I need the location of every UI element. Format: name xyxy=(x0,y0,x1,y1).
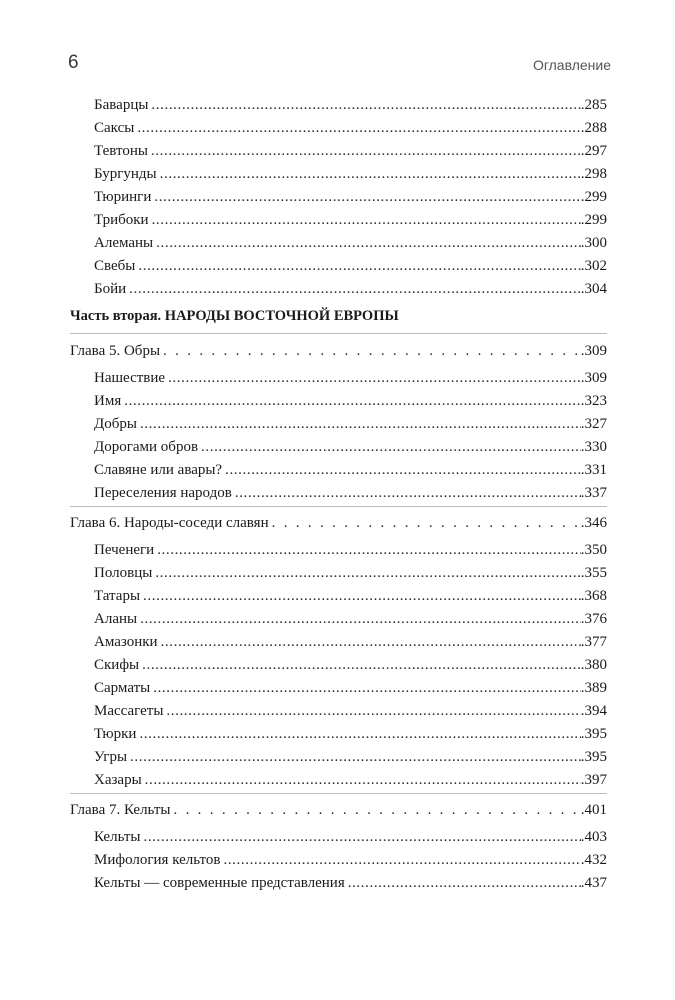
toc-entry-title: Трибоки xyxy=(94,212,149,228)
toc-entry-title: Дорогами обров xyxy=(94,439,199,455)
toc-entry-title: Тюринги xyxy=(94,189,152,205)
toc-entry-title: Амазонки xyxy=(94,634,158,650)
toc-entry-title: Баварцы xyxy=(94,97,149,113)
toc-entry-title: Славяне или авары? xyxy=(94,462,223,478)
toc-entry xyxy=(94,367,607,389)
toc-entry-page: .350 xyxy=(580,542,607,558)
dot-leader xyxy=(140,608,581,630)
toc-entry xyxy=(94,459,607,481)
toc-entry-page: .395 xyxy=(580,726,607,742)
divider xyxy=(70,793,607,794)
toc-entry-page: .337 xyxy=(580,485,607,501)
toc-entry-title: Кельты xyxy=(94,829,141,845)
toc-entry-page: .309 xyxy=(580,370,607,386)
toc-entry-title: Саксы xyxy=(94,120,135,136)
dot-leader xyxy=(168,367,581,389)
toc-chapter-page: .346 xyxy=(580,515,607,531)
toc-entry-teutons xyxy=(94,140,607,162)
dot-leader xyxy=(235,482,581,504)
dot-leader xyxy=(152,209,581,231)
dot-leader xyxy=(157,539,581,561)
toc-entry-title: Бойи xyxy=(94,281,127,297)
toc-entry-page: .331 xyxy=(580,462,607,478)
divider xyxy=(70,333,607,334)
toc-entry xyxy=(94,539,607,561)
toc-entry-page: .389 xyxy=(580,680,607,696)
dot-leader xyxy=(201,436,581,458)
toc-entry-page: .355 xyxy=(580,565,607,581)
toc-entry-page: .437 xyxy=(580,875,607,891)
toc-entry xyxy=(94,482,607,504)
toc-entry-title: Тюрки xyxy=(94,726,137,742)
dot-leader xyxy=(130,746,581,768)
dot-leader xyxy=(139,723,580,745)
toc-entry-page: .403 xyxy=(580,829,607,845)
toc-entry xyxy=(94,390,607,412)
toc-entry-page: .397 xyxy=(580,772,607,788)
toc-entry-page: .376 xyxy=(580,611,607,627)
toc-entry-title: Сарматы xyxy=(94,680,151,696)
dot-leader xyxy=(124,390,581,412)
toc-entry-title: Массагеты xyxy=(94,703,164,719)
toc-chapter-title: Глава 5. Обры xyxy=(70,343,161,359)
toc-chapter-page: .401 xyxy=(580,802,607,818)
toc-entry xyxy=(94,413,607,435)
toc-entry-page: .330 xyxy=(580,439,607,455)
toc-entry-title: Нашествие xyxy=(94,370,166,386)
toc-entry xyxy=(94,826,607,848)
toc-entry-title: Переселения народов xyxy=(94,485,232,501)
dot-leader xyxy=(223,849,580,871)
toc-entry-title: Скифы xyxy=(94,657,140,673)
toc-entry-suebi xyxy=(94,255,607,277)
toc-entry xyxy=(94,723,607,745)
dot-leader xyxy=(160,163,581,185)
toc-entry-title: Кельты — современные представления xyxy=(94,875,345,891)
toc-chapter-6 xyxy=(70,512,607,534)
dot-leader xyxy=(173,799,580,821)
toc-entry-title: Имя xyxy=(94,393,122,409)
toc-entry-page: .300 xyxy=(580,235,607,251)
toc-entry-page: .299 xyxy=(580,212,607,228)
dot-leader xyxy=(166,700,580,722)
dot-leader xyxy=(272,512,581,534)
toc-entry-page: .395 xyxy=(580,749,607,765)
toc-entry xyxy=(94,436,607,458)
toc-entry-page: .432 xyxy=(580,852,607,868)
toc-entry-page: .302 xyxy=(580,258,607,274)
toc-entry xyxy=(94,608,607,630)
dot-leader xyxy=(163,340,581,362)
part-heading: Часть вторая. НАРОДЫ ВОСТОЧНОЙ ЕВРОПЫ xyxy=(70,308,399,324)
toc-entry-page: .368 xyxy=(580,588,607,604)
dot-leader xyxy=(154,186,580,208)
toc-entry xyxy=(94,872,607,894)
dot-leader xyxy=(348,872,581,894)
toc-entry-page: .377 xyxy=(580,634,607,650)
dot-leader xyxy=(153,677,581,699)
toc-entry xyxy=(94,562,607,584)
toc-entry-title: Тевтоны xyxy=(94,143,148,159)
toc-entry xyxy=(94,700,607,722)
toc-entry-page: .394 xyxy=(580,703,607,719)
toc-entry xyxy=(94,654,607,676)
toc-entry xyxy=(94,746,607,768)
toc-entry-triboci xyxy=(94,209,607,231)
toc-chapter-page: .309 xyxy=(580,343,607,359)
toc-entry-page: .288 xyxy=(580,120,607,136)
toc-entry xyxy=(94,849,607,871)
dot-leader xyxy=(129,278,581,300)
toc-entry-alemanni xyxy=(94,232,607,254)
toc-entry-page: .298 xyxy=(580,166,607,182)
toc-entry-title: Угры xyxy=(94,749,128,765)
toc-entry-title: Печенеги xyxy=(94,542,155,558)
divider xyxy=(70,506,607,507)
toc-entry-page: .323 xyxy=(580,393,607,409)
toc-entry-thuringians xyxy=(94,186,607,208)
dot-leader xyxy=(156,232,581,254)
dot-leader xyxy=(142,654,581,676)
toc-entry-title: Половцы xyxy=(94,565,153,581)
dot-leader xyxy=(145,769,581,791)
toc-entry-title: Татары xyxy=(94,588,141,604)
dot-leader xyxy=(151,140,581,162)
toc-entry-page: .299 xyxy=(580,189,607,205)
toc-entry-title: Мифология кельтов xyxy=(94,852,221,868)
toc-entry-title: Свебы xyxy=(94,258,136,274)
toc-entry-saxons xyxy=(94,117,607,139)
dot-leader xyxy=(138,255,580,277)
running-head: Оглавление xyxy=(532,57,611,73)
toc-entry-page: .304 xyxy=(580,281,607,297)
dot-leader xyxy=(143,585,581,607)
toc-chapter-title: Глава 6. Народы-соседи славян xyxy=(70,515,269,531)
toc-entry xyxy=(94,769,607,791)
toc-entry xyxy=(94,631,607,653)
page-number: 6 xyxy=(68,52,79,73)
dot-leader xyxy=(161,631,581,653)
toc-entry-bavarians xyxy=(94,94,607,116)
dot-leader xyxy=(143,826,580,848)
toc-entry-title: Хазары xyxy=(94,772,142,788)
dot-leader xyxy=(155,562,580,584)
toc-chapter-5 xyxy=(70,340,607,362)
toc-entry-title: Аланы xyxy=(94,611,138,627)
dot-leader xyxy=(137,117,580,139)
toc-entry-page: .327 xyxy=(580,416,607,432)
toc-entry-page: .285 xyxy=(580,97,607,113)
toc-entry-page: .380 xyxy=(580,657,607,673)
toc-entry-page: .297 xyxy=(580,143,607,159)
dot-leader xyxy=(140,413,581,435)
toc-entry-title: Алеманы xyxy=(94,235,154,251)
toc-entry-boii xyxy=(94,278,607,300)
toc-entry xyxy=(94,585,607,607)
dot-leader xyxy=(151,94,580,116)
dot-leader xyxy=(225,459,581,481)
toc-entry-burgundians xyxy=(94,163,607,185)
toc-entry xyxy=(94,677,607,699)
toc-chapter-7 xyxy=(70,799,607,821)
toc-entry-title: Добры xyxy=(94,416,137,432)
toc-chapter-title: Глава 7. Кельты xyxy=(70,802,171,818)
toc-entry-title: Бургунды xyxy=(94,166,157,182)
